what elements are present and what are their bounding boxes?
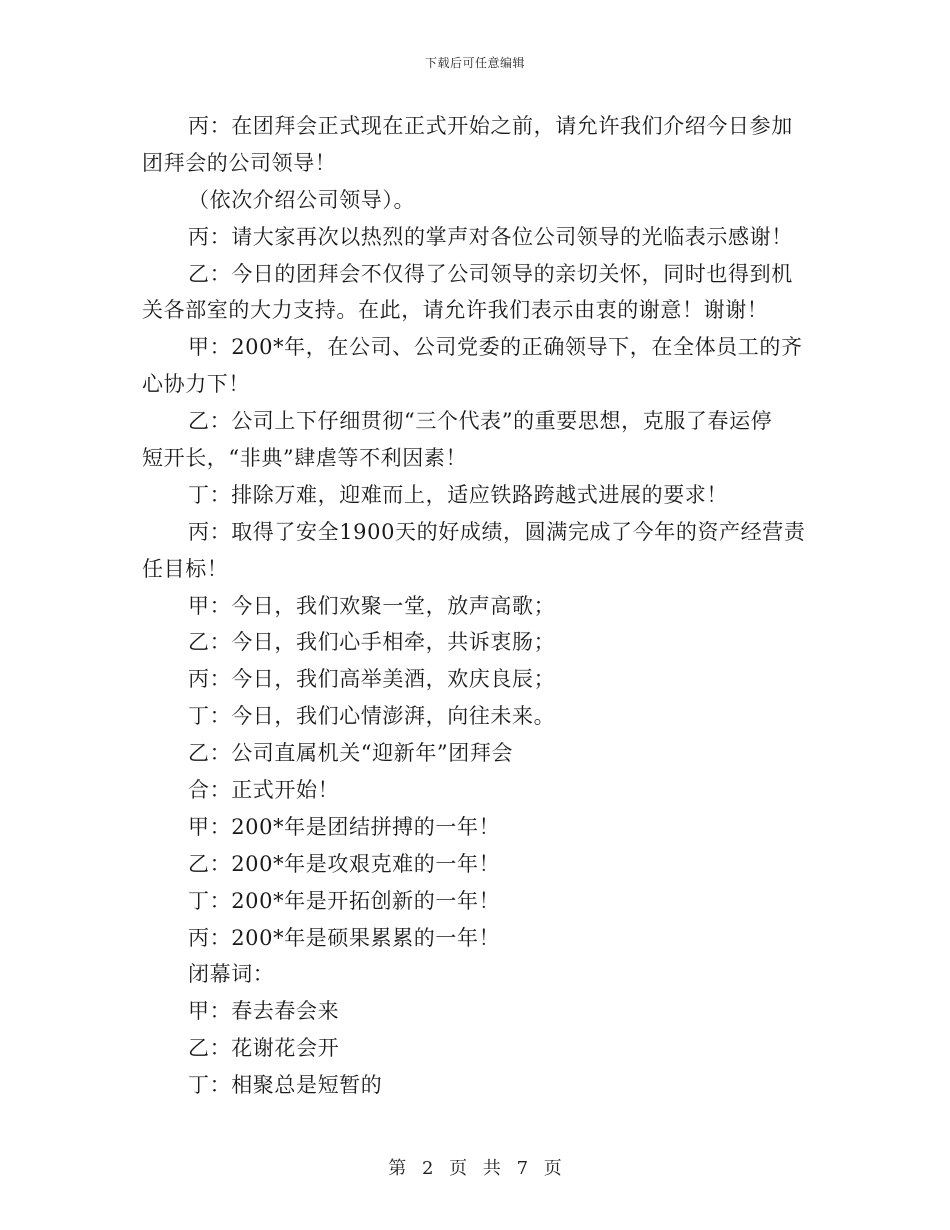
page-footer — [0, 1154, 950, 1180]
footer-total-pages: 7 — [516, 1158, 529, 1179]
text-line: 乙：公司直属机关“迎新年”团拜会 — [188, 741, 514, 766]
text-line: 甲：春去春会来 — [188, 999, 340, 1024]
footer-page-word: 页 — [449, 1158, 468, 1179]
text-line: 乙：今日，我们心手相牵，共诉衷肠； — [188, 630, 556, 655]
text-line: 乙：花谢花会开 — [188, 1036, 340, 1061]
document-body — [142, 108, 808, 1104]
footer-page-number: 2 — [421, 1158, 434, 1179]
text-line: 丁：排除万难，迎难而上，适应铁路跨越式进展的要求！ — [188, 482, 728, 507]
text-line: 丙：取得了安全1900天的好成绩，圆满完成了今年的资产经营责 — [188, 519, 806, 544]
text-line: 甲：今日，我们欢聚一堂，放声高歌； — [188, 593, 556, 618]
text-line: 丁：相聚总是短暂的 — [188, 1073, 383, 1098]
text-line: 甲：200*年是团结拼搏的一年！ — [188, 814, 501, 839]
text-line: 任目标！ — [142, 556, 229, 581]
text-line: 丁：200*年是开拓创新的一年！ — [188, 888, 501, 913]
text-line: （依次介绍公司领导）。 — [188, 187, 416, 212]
text-line: 丙：请大家再次以热烈的掌声对各位公司领导的光临表示感谢！ — [188, 224, 793, 249]
text-line: 团拜会的公司领导！ — [142, 150, 337, 175]
page-header: 下载后可任意编辑 — [424, 56, 525, 70]
footer-page-prefix: 第 — [388, 1158, 407, 1179]
text-line: 乙：公司上下仔细贯彻“三个代表”的重要思想，克服了春运停 — [188, 409, 773, 434]
text-line: 甲：200*年，在公司、公司党委的正确领导下，在全体员工的齐 — [188, 335, 803, 360]
text-line: 乙：200*年是攻艰克难的一年！ — [188, 851, 501, 876]
text-line: 关各部室的大力支持。在此，请允许我们表示由衷的谢意！谢谢！ — [142, 298, 769, 323]
text-line: 闭幕词： — [188, 962, 275, 987]
text-line: 丙：今日，我们高举美酒，欢庆良辰； — [188, 667, 556, 692]
footer-total-prefix: 共 — [482, 1158, 501, 1179]
footer-total-word: 页 — [543, 1158, 562, 1179]
text-line: 乙：今日的团拜会不仅得了公司领导的亲切关怀，同时也得到机 — [188, 261, 793, 286]
text-line: 短开长，“非典”肆虐等不利因素！ — [142, 446, 468, 471]
text-line: 丁：今日，我们心情澎湃，向往未来。 — [188, 704, 556, 729]
text-line: 丙：在团拜会正式现在正式开始之前，请允许我们介绍今日参加 — [188, 114, 793, 138]
text-line: 丙：200*年是硕果累累的一年！ — [188, 925, 501, 950]
text-line: 合：正式开始！ — [188, 778, 340, 803]
text-line: 心协力下！ — [142, 372, 250, 397]
